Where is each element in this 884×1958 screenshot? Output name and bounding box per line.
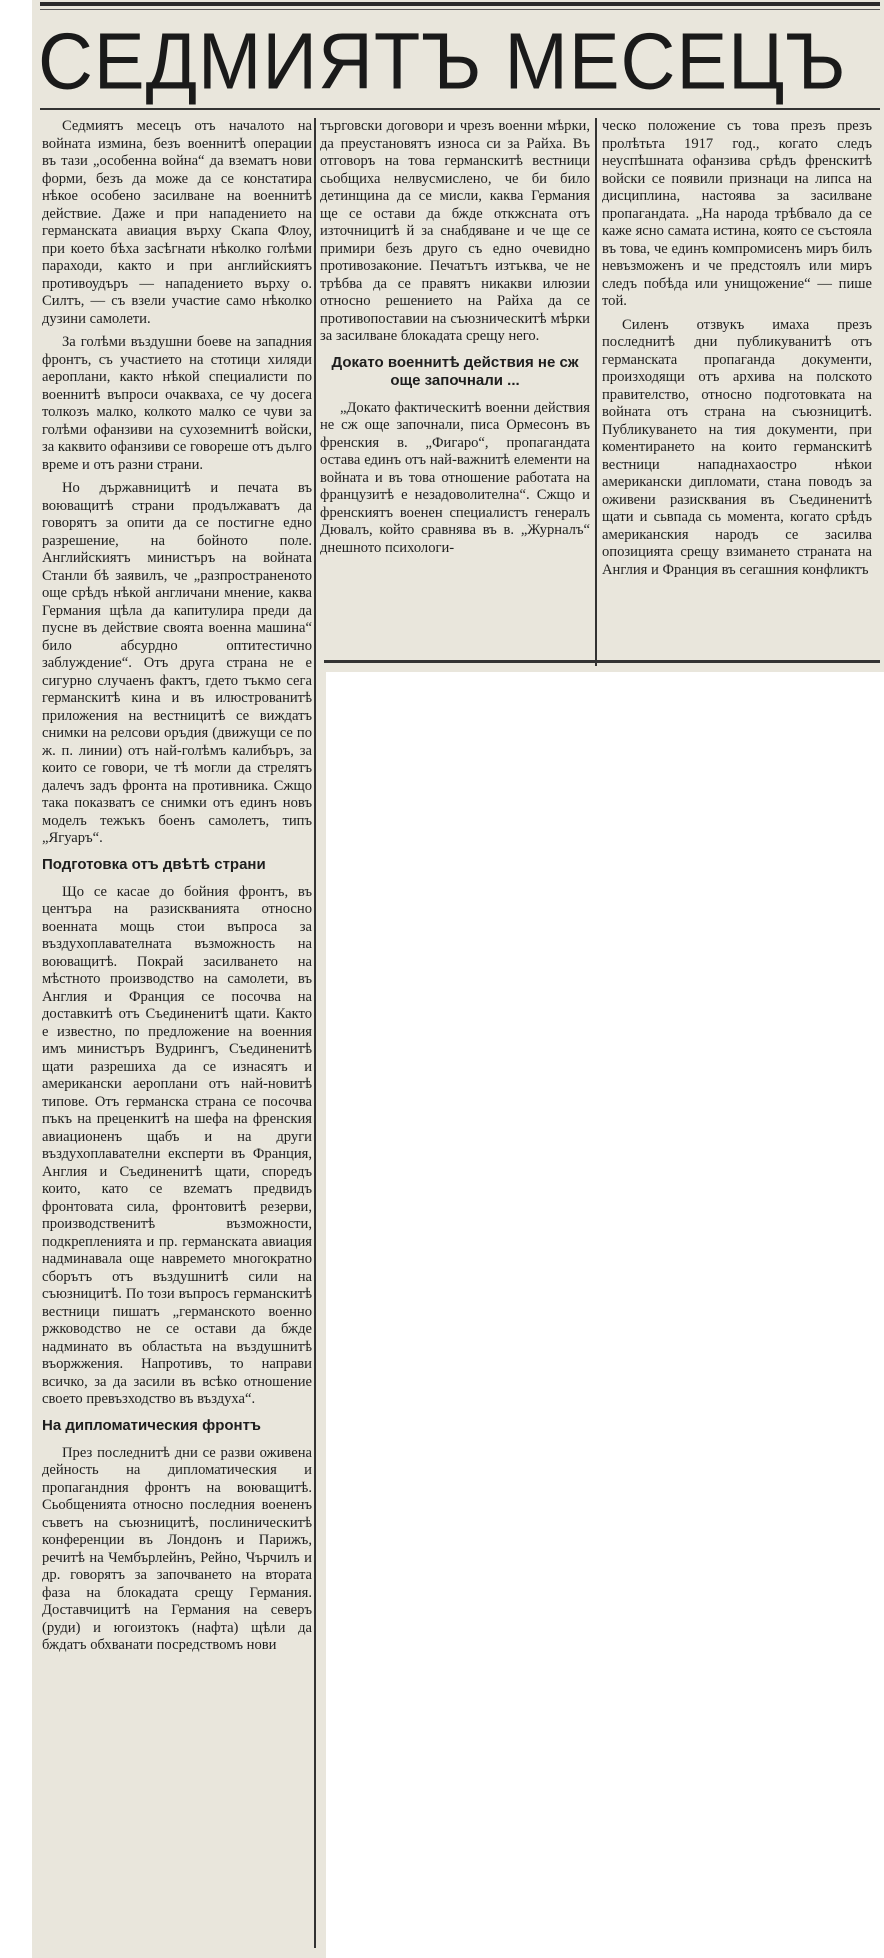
article-paragraph: Седмиятъ месецъ отъ началото на войната измина, безъ военнитѣ операции въ тази „особенна война“ да взематъ нови форми, безъ да може да се констатира нѣкое особено засилване на военнитѣ действие. Даже и при нападението на германската авиация върху Скапа Флоу, при което бѣха засѣгнати нѣколко голѣми параходи, както и при английскиятъ противоудъръ — нападението върху о. Силтъ, — съ взели участие само нѣколко дузини самолети. (42, 118, 312, 327)
column-rule-2 (595, 118, 597, 666)
article-paragraph: През последнитѣ дни се разви оживена дейность на дипломатическия и пропагандния фронтъ на воюващитѣ. Сьобщенията относно последния воененъ съветъ на съюзницитѣ, послиническитѣ конференции въ Лондонъ и Парижъ, речитѣ на Чембърлейнъ, Рейно, Чърчилъ и др. говорятъ за започването на втората фаза на блокадата срещу Германия. Доставчицитѣ на Германия на северъ (руди) и югоизтокъ (нафта) щѣли да бждатъ обхванати посредствомъ нови (42, 1444, 312, 1653)
article-paragraph: „Докато фактическитѣ военни действия не сж още започнали, писа Ормесонъ въ френския в. „Фигаро“, пропагандата остава единъ отъ най-важнитѣ елементи на войната и въ това отношение работата на французитѣ е незадоволителна“. Сжщо и френскиятъ военен специалистъ генералъ Дювалъ, който сравнява въ в. „Журналъ“ днешното психологи- (320, 399, 590, 556)
headline: СЕДМИЯТЪ МЕСЕЦЪ (38, 17, 847, 107)
article-column-2 (320, 118, 590, 666)
article-paragraph: търговски договори и чрезъ военни мѣрки, да преустановятъ износа си за Райха. Въ отговоръ на това германскитѣ вестници сьобщиха нелвусмислено, че би било детинщина да се мисли, каква Германия ще се остави да бжде откжснатa отъ източницитѣ й за снабдяване и че ще се примири безъ друго съ едно очевидно противозаконие. Печатътъ изтъква, че не трѣбва да се правятъ никакви илюзии относно решението на Райха да се противопоставии на съюзническитѣ мѣрки за засилване блокадата срещу него. (320, 118, 590, 344)
article-paragraph: ческо положение съ това презъ презъ пролѣтьта 1917 год., когато следъ неуспѣшната офанзива срѣдъ френскитѣ войски се появили признаци на липса на дисциплина, настоява за засилване пропагандата. „На народа трѣбвало да се каже ясно самата истина, която се състояла въ това, че единъ компромисенъ миръ билъ невъзможенъ и че предстоялъ или миръ следъ побѣда или унищожение“ — пише той. (602, 118, 872, 309)
headline-rule (40, 108, 880, 110)
section-heading: Докато военнитѣ действия не сж още започнали ... (331, 353, 579, 389)
article-paragraph: Силенъ отзвукъ имаха презъ последнитѣ дни публикуванитѣ отъ германската пропаганда документи, произходящи отъ архива на полското правителство, относно подготовката на войната отъ страна на съюзницитѣ. Публикуването на тия документи, при коментирането на които германскитѣ вестници нападнахаостро нѣкои американски дипломати, стана поводъ за оживени разисквания въ Съединенитѣ щати и сьвпада сь момента, когато срѣдъ американския народъ се засилва опозицията срещу взимането страната на Англия и Франция въ сегашния конфликтъ (602, 316, 872, 578)
article-paragraph: За голѣми въздушни боеве на западния фронтъ, съ участието на стотици хиляди аероплани, както нѣкой специалисти по военнитѣ въпроси очакваха, се чу досега толкозъ малко, колкото малко се чуви за голѣми офанзиви на сухоземнитѣ войски, за каквито офанзиви се говореше отъ дълго време и отъ разни страни. (42, 334, 312, 473)
article-column-3 (602, 118, 872, 666)
bottom-rule (324, 660, 880, 663)
article-paragraph: Но държавницитѣ и печата въ воюващитѣ страни продължаватъ да говорятъ за опити да се постигне едно разрешение, на бойното поле. Английскиятъ министъръ на войната Станли бѣ заявилъ, че „разпространеното още срѣдъ нѣкой англичани мнение, каква Германия щѣла да капитулира преди да пусне въ действие своята военна машина“ било абсурдно оптитестично заблуждение“. Отъ друга страна не е сигурно случаенъ фактъ, гдето тъкмо сега германскитѣ кина и въ илюстрованитѣ приложения на вестницитѣ се виждатъ снимки на релсови оръдия (движущи се по ж. п. линии) отъ най-голѣмъ калибъръ, за които се говори, че тѣ могли да стрелятъ далечъ задъ фронта на противника. Сжщо така показватъ се снимки отъ единъ новъ моделъ тежъкъ боенъ самолетъ, типъ „Ягуаръ“. (42, 480, 312, 846)
article-column-1 (42, 118, 312, 1958)
section-heading: На дипломатическия фронтъ (42, 1416, 261, 1434)
section-heading: Подготовка отъ двѣтѣ страни (42, 855, 266, 873)
article-paragraph: Що се касае до бойния фронтъ, въ центъра на разискванията относно военната мощь стои въпроса за въздухоплавателната възможность на воюващитѣ. Покрай засилването на мѣстното производство на самолети, въ Англия и Франция се посочва на доставкитѣ отъ Съединенитѣ щати. Както е известно, по предложение на военния имъ министъръ Вудрингъ, Съединенитѣ щати разрешиха да се изнасятъ и американски аероплани отъ най-новитѣ типове. Отъ германска страна се посочва пъкъ на преценкитѣ на шефа на френския авиационенъ щабъ и на други въздухоплавателни експерти въ Франция, Англия и Съединенитѣ щати, споредъ които, като се вzематъ предвидъ фронтовата сила, фронтовитѣ резерви, производственитѣ възможности, подкрепленията и пр. германската авиация надминавала още навремето многократно сборътъ отъ въздушнитѣ сили на съюзницитѣ. По този въпросъ германскитѣ вестници пишатъ „германското военно ржководство не се остави да бжде надминато въ областьта на въздушнитѣ въоржжения. Напротивъ, то направи всичко, за да засили въ всѣко отношение своето превъзходство въ въздуха“. (42, 883, 312, 1407)
blank-area (326, 672, 884, 1958)
top-rule (40, 2, 880, 6)
top-rule-thin (40, 9, 880, 10)
column-rule-1 (314, 118, 316, 1948)
